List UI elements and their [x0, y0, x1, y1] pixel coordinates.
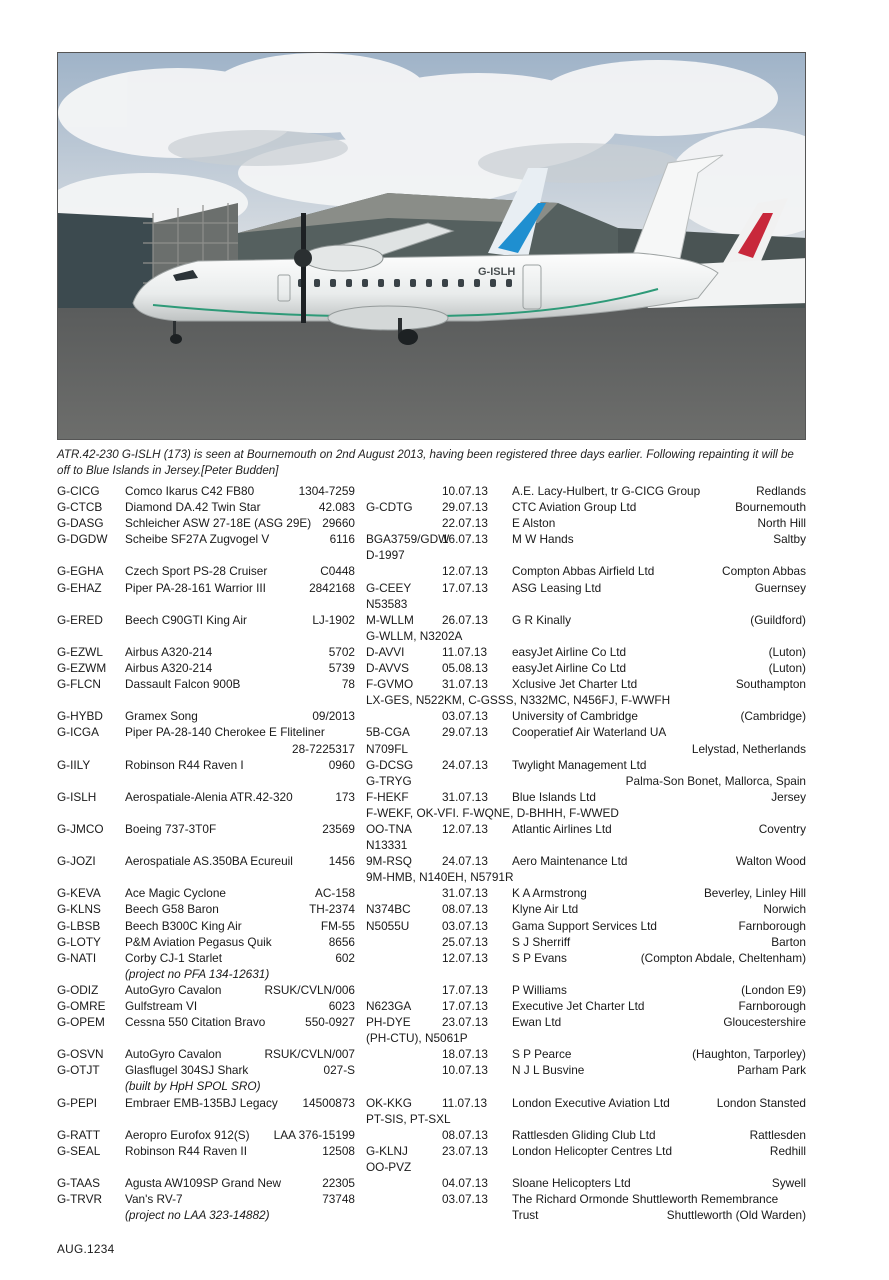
table-row [57, 934, 806, 950]
registration-date: 22.07.13 [442, 516, 488, 531]
registration: G-JMCO [57, 821, 104, 836]
previous-identity: PT-SIS, PT-SXL [366, 1111, 451, 1126]
table-row [57, 708, 806, 724]
base-location: (Luton) [768, 644, 806, 659]
previous-identity: OK-KKG [366, 1095, 412, 1110]
owner: University of Cambridge [512, 709, 638, 724]
construction-number: 173 [335, 789, 355, 804]
registration: G-ICGA [57, 725, 99, 740]
registration: G-KLNS [57, 902, 101, 917]
previous-identity: N13331 [366, 838, 408, 853]
registration-date: 12.07.13 [442, 564, 488, 579]
registration-date: 16.07.13 [442, 532, 488, 547]
previous-identity: G-WLLM, N3202A [366, 628, 463, 643]
registration: G-TAAS [57, 1176, 101, 1191]
base-location: Rattlesden [749, 1127, 806, 1142]
base-location: Coventry [758, 821, 806, 836]
table-row [57, 950, 806, 966]
registration: G-IILY [57, 757, 91, 772]
aircraft-type: Piper PA-28-161 Warrior III [125, 580, 266, 595]
previous-identity: N623GA [366, 999, 412, 1013]
aircraft-type: Gulfstream VI [125, 999, 198, 1013]
table-row [57, 1127, 806, 1143]
owner: P Williams [512, 982, 567, 997]
previous-identity: 9M-HMB, N140EH, N5791R [366, 870, 514, 885]
aircraft-type: Embraer EMB-135BJ Legacy [125, 1095, 278, 1110]
owner: A.E. Lacy-Hulbert, tr G-CICG Group [512, 484, 701, 498]
base-location: Southampton [735, 677, 806, 692]
aircraft-type: Glasflugel 304SJ Shark [125, 1063, 249, 1078]
registration: G-JOZI [57, 854, 96, 869]
construction-number: 73748 [322, 1192, 355, 1207]
owner: Executive Jet Charter Ltd [512, 999, 645, 1013]
base-location: Beverley, Linley Hill [703, 886, 806, 901]
owner: Twylight Management Ltd [512, 757, 647, 772]
owner: Rattlesden Gliding Club Ltd [512, 1127, 656, 1142]
previous-identity: PH-DYE [366, 1015, 411, 1030]
previous-identity: G-KLNJ [366, 1143, 408, 1158]
table-row [57, 724, 806, 740]
owner: Aero Maintenance Ltd [512, 854, 628, 869]
previous-identity: N709FL [366, 741, 408, 756]
construction-number: 12508 [322, 1143, 355, 1158]
owner: ASG Leasing Ltd [512, 580, 602, 595]
registration-date: 03.07.13 [442, 709, 488, 724]
owner: CTC Aviation Group Ltd [512, 500, 637, 515]
aircraft-type: P&M Aviation Pegasus Quik [125, 934, 272, 949]
registration-date: 26.07.13 [442, 612, 488, 627]
registration: G-FLCN [57, 677, 101, 692]
construction-number: 23569 [322, 821, 355, 836]
base-location: Jersey [771, 789, 806, 804]
registration-date: 12.07.13 [442, 950, 488, 965]
table-row [57, 660, 806, 676]
base-location: (Compton Abdale, Cheltenham) [640, 950, 806, 965]
registration: G-LBSB [57, 918, 101, 933]
previous-identity: G-TRYG [366, 773, 412, 788]
registration: G-EZWM [57, 661, 107, 676]
construction-number: FM-55 [320, 918, 355, 933]
previous-identity: 9M-RSQ [366, 854, 412, 869]
registration-date: 25.07.13 [442, 934, 488, 949]
construction-number: 42.083 [318, 500, 355, 515]
aircraft-type: AutoGyro Cavalon [125, 982, 222, 997]
table-row [57, 741, 806, 757]
base-location: (London E9) [741, 982, 806, 997]
aircraft-type: Boeing 737-3T0F [125, 821, 217, 836]
base-location: Barton [771, 934, 806, 949]
aircraft-type: Beech G58 Baron [125, 902, 219, 917]
registration-date: 08.07.13 [442, 1127, 488, 1142]
owner: N J L Busvine [512, 1063, 585, 1078]
aircraft-type: Cessna 550 Citation Bravo [125, 1015, 266, 1030]
aircraft-type: Airbus A320-214 [125, 644, 213, 659]
construction-number: 1304-7259 [298, 484, 355, 498]
table-row [57, 1207, 806, 1223]
table-row [57, 789, 806, 805]
construction-number: 14500873 [302, 1095, 355, 1110]
previous-identity: G-DCSG [366, 757, 414, 772]
previous-identity: OO-TNA [366, 821, 412, 836]
construction-number: TH-2374 [309, 902, 355, 917]
previous-identity: N5055U [366, 918, 410, 933]
photo-caption: ATR.42-230 G-ISLH (173) is seen at Bournemouth on 2nd August 2013, having been registered three days earlier. Following repainting it will be off to Blue Islands in Jersey.[Peter Budden] [57, 448, 794, 477]
registration: G-EGHA [57, 564, 104, 579]
base-location: Bournemouth [735, 500, 806, 515]
registration-date: 05.08.13 [442, 661, 488, 676]
table-row [57, 918, 806, 934]
aircraft-type: Robinson R44 Raven II [125, 1143, 247, 1158]
table-row [57, 1191, 806, 1207]
registration: G-EHAZ [57, 580, 102, 595]
owner: M W Hands [512, 532, 574, 547]
table-row [57, 1014, 806, 1030]
previous-identity: OO-PVZ [366, 1159, 412, 1174]
construction-number: 0960 [328, 757, 355, 772]
registration: G-LOTY [57, 934, 101, 949]
aircraft-type: Agusta AW109SP Grand New [125, 1176, 282, 1191]
table-row [57, 1078, 806, 1094]
owner: Xclusive Jet Charter Ltd [512, 677, 638, 692]
owner: Klyne Air Ltd [512, 902, 579, 917]
registration: G-ISLH [57, 789, 97, 804]
base-location: (Cambridge) [740, 709, 806, 724]
aircraft-type: Diamond DA.42 Twin Star [125, 500, 261, 515]
table-row [57, 853, 806, 869]
construction-number: 2842168 [309, 580, 355, 595]
table-row [57, 596, 806, 612]
registration-date: 12.07.13 [442, 821, 488, 836]
table-row [57, 805, 806, 821]
aircraft-type: Dassault Falcon 900B [125, 677, 241, 692]
owner: Atlantic Airlines Ltd [512, 821, 612, 836]
base-location: Lelystad, Netherlands [691, 741, 806, 756]
construction-number: 550-0927 [305, 1015, 355, 1030]
registration-date: 29.07.13 [442, 500, 488, 515]
owner: The Richard Ormonde Shuttleworth Remembrance [512, 1192, 779, 1207]
previous-identity: F-WEKF, OK-VFI. F-WQNE, D-BHHH, F-WWED [366, 805, 619, 820]
register-table [57, 483, 806, 1223]
owner: Sloane Helicopters Ltd [512, 1176, 631, 1191]
owner: easyJet Airline Co Ltd [512, 644, 627, 659]
construction-number: 602 [335, 950, 355, 965]
base-location: Sywell [771, 1176, 806, 1191]
table-row [57, 1111, 806, 1127]
registration-date: 29.07.13 [442, 725, 488, 740]
previous-identity: D-1997 [366, 548, 405, 563]
construction-number: C0448 [320, 564, 355, 579]
owner: S P Pearce [512, 1047, 572, 1062]
base-location: North Hill [757, 516, 806, 531]
registration-date: 23.07.13 [442, 1143, 488, 1158]
table-row [57, 757, 806, 773]
owner: Compton Abbas Airfield Ltd [512, 564, 655, 579]
construction-number: 29660 [322, 516, 355, 531]
table-row [57, 837, 806, 853]
registration-date: 31.07.13 [442, 886, 488, 901]
owner: Ewan Ltd [512, 1015, 562, 1030]
previous-identity: G-CEEY [366, 580, 412, 595]
previous-identity: N53583 [366, 596, 408, 611]
aircraft-type: AutoGyro Cavalon [125, 1047, 222, 1062]
owner: easyJet Airline Co Ltd [512, 661, 627, 676]
table-row [57, 1143, 806, 1159]
aircraft-type: Aerospatiale AS.350BA Ecureuil [125, 854, 293, 869]
registration-date: 10.07.13 [442, 1063, 488, 1078]
construction-number: 027-S [323, 1063, 355, 1078]
construction-number: 09/2013 [312, 709, 355, 724]
construction-number: 5739 [328, 661, 355, 676]
registration: G-NATI [57, 950, 97, 965]
aircraft-type: Robinson R44 Raven I [125, 757, 244, 772]
table-row [57, 821, 806, 837]
aircraft-type: Beech B300C King Air [125, 918, 242, 933]
aircraft-type: Aerospatiale-Alenia ATR.42-320 [125, 789, 293, 804]
previous-identity: F-HEKF [366, 789, 409, 804]
table-row [57, 1062, 806, 1078]
registration: G-ODIZ [57, 982, 99, 997]
previous-identity: F-GVMO [366, 677, 414, 692]
registration: G-OTJT [57, 1063, 100, 1078]
registration-date: 24.07.13 [442, 854, 488, 869]
registration-date: 17.07.13 [442, 580, 488, 595]
construction-number: 1456 [328, 854, 355, 869]
registration: G-PEPI [57, 1095, 97, 1110]
table-row [57, 1175, 806, 1191]
table-row [57, 998, 806, 1014]
aircraft-type: Gramex Song [125, 709, 198, 724]
base-location: Redlands [756, 484, 806, 498]
base-location: Guernsey [754, 580, 806, 595]
base-location: Shuttleworth (Old Warden) [666, 1208, 806, 1223]
aircraft-type: Czech Sport PS-28 Cruiser [125, 564, 268, 579]
base-location: (Luton) [768, 661, 806, 676]
registration-date: 17.07.13 [442, 999, 488, 1013]
table-row [57, 563, 806, 579]
aircraft-type: Schleicher ASW 27-18E (ASG 29E) [125, 516, 312, 531]
registration: G-DASG [57, 516, 104, 531]
registration-date: 03.07.13 [442, 918, 488, 933]
table-row [57, 1159, 806, 1175]
construction-number: LAA 376-15199 [273, 1127, 355, 1142]
registration-date: 18.07.13 [442, 1047, 488, 1062]
construction-number: RSUK/CVLN/007 [264, 1047, 355, 1062]
table-row [57, 499, 806, 515]
construction-number: 22305 [322, 1176, 355, 1191]
table-row [57, 966, 806, 982]
registration-date: 10.07.13 [442, 484, 488, 498]
table-row [57, 869, 806, 885]
table-row [57, 628, 806, 644]
owner: Gama Support Services Ltd [512, 918, 657, 933]
aircraft-type: Airbus A320-214 [125, 661, 213, 676]
table-row [57, 1030, 806, 1046]
table-row [57, 547, 806, 563]
registration: G-OPEM [57, 1015, 105, 1030]
registration: G-CICG [57, 484, 100, 498]
base-location: Saltby [773, 532, 806, 547]
base-location: Gloucestershire [723, 1015, 806, 1030]
previous-identity: N374BC [366, 902, 411, 917]
base-location: London Stansted [716, 1095, 806, 1110]
registration: G-DGDW [57, 532, 108, 547]
table-row [57, 885, 806, 901]
previous-identity: G-CDTG [366, 500, 413, 515]
previous-identity: BGA3759/GDW [366, 532, 450, 547]
table-row [57, 612, 806, 628]
construction-number: 6116 [329, 532, 355, 547]
construction-number: RSUK/CVLN/006 [264, 982, 355, 997]
owner: London Helicopter Centres Ltd [512, 1143, 673, 1158]
aircraft-type: (built by HpH SPOL SRO) [125, 1079, 261, 1094]
owner: G R Kinally [512, 612, 572, 627]
construction-number: 8656 [328, 934, 355, 949]
table-row [57, 982, 806, 998]
aircraft-type: Piper PA-28-140 Cherokee E Fliteliner [125, 725, 325, 740]
aircraft-type: Comco Ikarus C42 FB80 [125, 484, 255, 498]
registration: G-EZWL [57, 644, 103, 659]
aircraft-type: Van's RV-7 [125, 1192, 183, 1207]
aircraft-type: (project no LAA 323-14882) [125, 1208, 270, 1223]
table-row [57, 515, 806, 531]
registration-date: 23.07.13 [442, 1015, 488, 1030]
previous-identity: 5B-CGA [366, 725, 410, 740]
construction-number: 78 [341, 677, 355, 692]
registration-date: 11.07.13 [442, 1095, 488, 1110]
owner: Blue Islands Ltd [512, 789, 596, 804]
atr42-photo-illustration [58, 53, 806, 440]
table-row [57, 1095, 806, 1111]
base-location: (Guildford) [750, 612, 806, 627]
previous-identity: (PH-CTU), N5061P [366, 1031, 468, 1046]
table-row [57, 1046, 806, 1062]
previous-identity: M-WLLM [366, 612, 414, 627]
registration-date: 17.07.13 [442, 982, 488, 997]
registration-date: 24.07.13 [442, 757, 488, 772]
table-row [57, 483, 806, 499]
owner: S P Evans [512, 950, 567, 965]
table-row [57, 531, 806, 547]
aircraft-type: Ace Magic Cyclone [125, 886, 226, 901]
aircraft-type: Beech C90GTI King Air [125, 612, 247, 627]
table-row [57, 901, 806, 917]
registration-date: 31.07.13 [442, 677, 488, 692]
page-footer: AUG.1234 [57, 1242, 115, 1256]
previous-identity: D-AVVS [366, 661, 410, 676]
registration: G-OSVN [57, 1047, 104, 1062]
aircraft-photo [57, 52, 806, 440]
owner: E Alston [512, 516, 556, 531]
construction-number: LJ-1902 [312, 612, 355, 627]
registration-date: 08.07.13 [442, 902, 488, 917]
registration: G-HYBD [57, 709, 103, 724]
registration: G-ERED [57, 612, 103, 627]
base-location: Farnborough [738, 918, 806, 933]
fuselage-registration: G-ISLH [478, 266, 516, 278]
owner: London Executive Aviation Ltd [512, 1095, 670, 1110]
registration-date: 03.07.13 [442, 1192, 488, 1207]
registration: G-KEVA [57, 886, 101, 901]
base-location: (Haughton, Tarporley) [692, 1047, 806, 1062]
aircraft-type: (project no PFA 134-12631) [125, 966, 270, 981]
base-location: Norwich [763, 902, 806, 917]
registration: G-OMRE [57, 999, 106, 1013]
base-location: Palma-Son Bonet, Mallorca, Spain [625, 773, 806, 788]
previous-identity: LX-GES, N522KM, C-GSSS, N332MC, N456FJ, F-WWFH [366, 693, 671, 708]
table-row [57, 692, 806, 708]
owner: Trust [512, 1208, 539, 1223]
table-row [57, 644, 806, 660]
table-row [57, 676, 806, 692]
previous-identity: D-AVVI [366, 644, 405, 659]
construction-number: 28-7225317 [292, 741, 355, 756]
aircraft-type: Scheibe SF27A Zugvogel V [125, 532, 270, 547]
construction-number: 5702 [328, 644, 355, 659]
owner: S J Sherriff [512, 934, 571, 949]
base-location: Parham Park [737, 1063, 806, 1078]
registration: G-SEAL [57, 1143, 101, 1158]
registration: G-CTCB [57, 500, 103, 515]
registration-date: 31.07.13 [442, 789, 488, 804]
base-location: Farnborough [738, 999, 806, 1013]
aircraft-type: Aeropro Eurofox 912(S) [125, 1127, 250, 1142]
aircraft-type: Corby CJ-1 Starlet [125, 950, 223, 965]
base-location: Redhill [769, 1143, 806, 1158]
construction-number: AC-158 [315, 886, 355, 901]
owner: Cooperatief Air Waterland UA [512, 725, 667, 740]
registration-date: 11.07.13 [442, 644, 488, 659]
registration-date: 04.07.13 [442, 1176, 488, 1191]
base-location: Compton Abbas [722, 564, 806, 579]
registration: G-TRVR [57, 1192, 103, 1207]
registration: G-RATT [57, 1127, 101, 1142]
construction-number: 6023 [328, 999, 355, 1013]
base-location: Walton Wood [735, 854, 806, 869]
table-row [57, 580, 806, 596]
owner: K A Armstrong [512, 886, 587, 901]
table-row [57, 773, 806, 789]
